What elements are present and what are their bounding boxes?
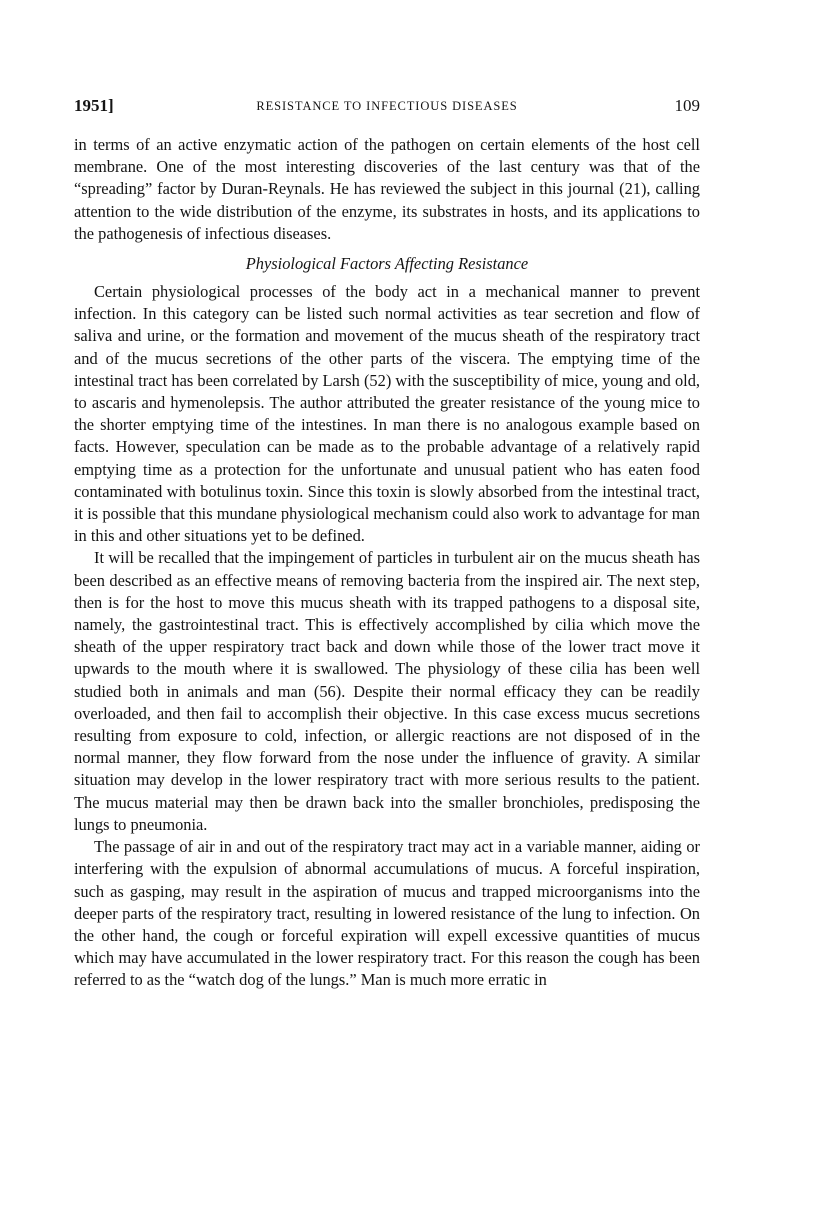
section-heading: Physiological Factors Affecting Resistance (245, 254, 529, 274)
article-body (74, 134, 700, 992)
journal-page (74, 96, 700, 992)
continued-paragraph: in terms of an active enzymatic action of the pathogen on certain elements of the host cell membrane. One of the most interesting discoveries of the last century was that of the “spreading” factor by Duran-Reynals. He has reviewed the subject in this journal (21), calling attention to the wide distribution of the enzyme, its substrates in hosts, and its applications to the pathogenesis of infectious diseases. (74, 135, 700, 243)
body-paragraph: Certain physiological processes of the body act in a mechanical manner to prevent infection. In this category can be listed such normal activities as tear secretion and flow of saliva and urine, or the formation and movement of the mucus sheath of the respiratory tract and of the mucus secretions of the other parts of the viscera. The emptying time of the intestinal tract has been correlated by Larsh (52) with the susceptibility of mice, young and old, to ascaris and hymenolepsis. The author attributed the greater resistance of the young mice to the shorter emptying time of the intestines. In man there is no analogous example based on facts. However, speculation can be made as to the probable advantage of a relatively rapid emptying time as a protection for the unfortunate and unusual patient who has eaten food contaminated with botulinus toxin. Since this toxin is slowly absorbed from the intestinal tract, it is possible that this mundane physiological mechanism could also work to advantage for man in this and other situations yet to be defined. (74, 282, 700, 546)
running-head (74, 96, 700, 126)
page-number: 109 (674, 96, 700, 115)
body-paragraph: It will be recalled that the impingement of particles in turbulent air on the mucus sheath has been described as an effective means of removing bacteria from the inspired air. The next step, then is for the host to move this mucus sheath with its trapped pathogens to a disposal site, namely, the gastrointestinal tract. This is effectively accomplished by cilia which move the sheath of the upper respiratory tract back and down while those of the lower tract move it upwards to the mouth where it is swallowed. The physiology of these cilia has been well studied both in animals and man (56). Despite their normal efficacy they can be readily overloaded, and then fail to accomplish their objective. In this case excess mucus secretions resulting from exposure to cold, infection, or allergic reactions are not disposed of in the normal manner, they flow forward from the nose under the influence of gravity. A similar situation may develop in the lower respiratory tract with more serious results to the patient. The mucus material may then be drawn back into the smaller bronchioles, predisposing the lungs to pneumonia. (74, 548, 700, 834)
volume-year: 1951] (74, 96, 114, 115)
running-title: RESISTANCE TO INFECTIOUS DISEASES (256, 99, 518, 113)
body-paragraph: The passage of air in and out of the respiratory tract may act in a variable manner, aiding or interfering with the expulsion of abnormal accumulations of mucus. A forceful inspiration, such as gasping, may result in the aspiration of mucus and trapped microorganisms into the deeper parts of the respiratory tract, resulting in lowered resistance of the lung to infection. On the other hand, the cough or forceful expiration will expell excessive quantities of mucus which may have accumulated in the lower respiratory tract. For this reason the cough has been referred to as the “watch dog of the lungs.” Man is much more erratic in (74, 837, 700, 990)
